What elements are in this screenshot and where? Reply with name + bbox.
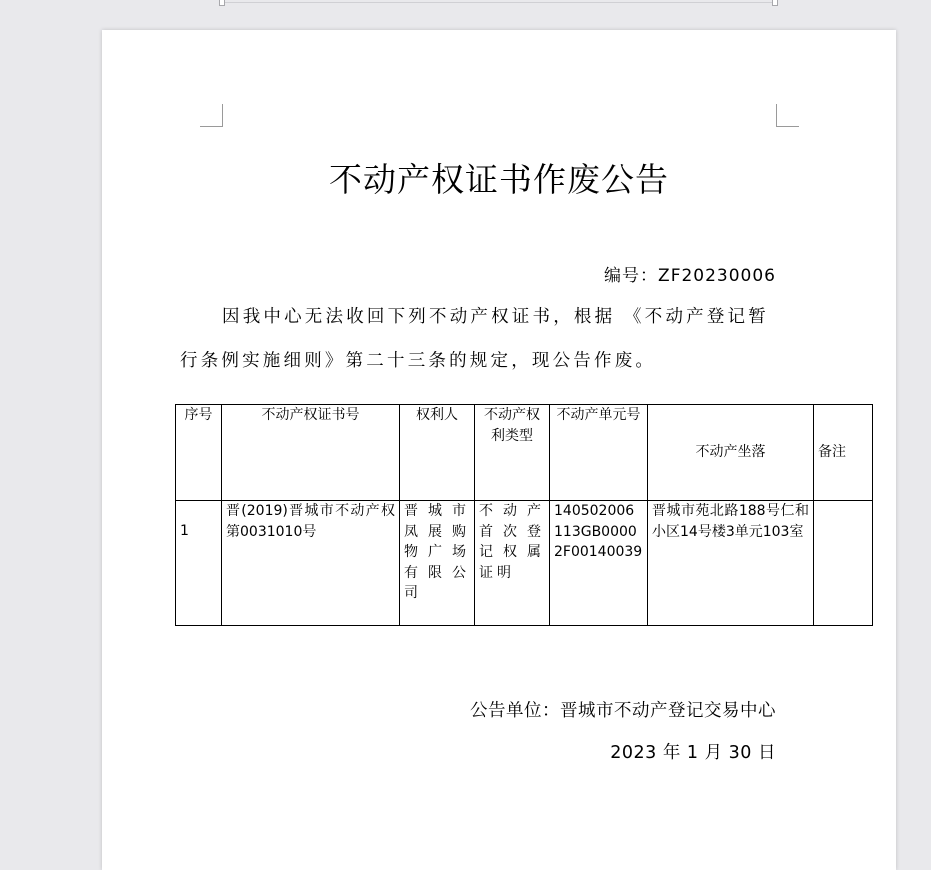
document-number [604,261,776,286]
ruler-strip [0,0,931,6]
row-cell-remark [814,501,873,626]
header-cell: 不动产权证书号 [222,405,400,501]
header-cell: 备注 [814,405,873,501]
table-header-row [176,405,873,501]
document-number-value: ZF20230006 [658,266,776,286]
right-indent-marker[interactable] [772,0,778,6]
table-row [176,501,873,626]
row-cell-certificate-no: 晋(2019)晋城市不动产权第0031010号 [222,501,400,626]
row-cell-index: 1 [176,501,222,626]
ruler-line [222,2,777,3]
document-title: 不动产权证书作废公告 [329,160,669,199]
row-cell-right-type: 不动产首次登记权属证明 [475,501,550,626]
date-line: 2023 年 1 月 30 日 [610,743,776,763]
header-cell: 不动产单元号 [550,405,648,501]
header-cell: 权利人 [400,405,475,501]
margin-corner-top-right [776,104,799,127]
header-cell: 序号 [176,405,222,501]
issuer-line: 公告单位：晋城市不动产登记交易中心 [470,701,776,721]
row-cell-owner: 晋城市凤展购物广场有限公司 [400,501,475,626]
row-cell-location: 晋城市苑北路188号仁和小区14号楼3单元103室 [648,501,814,626]
body-paragraph: 因我中心无法收回下列不动产权证书，根据 《不动产登记暂行条例实施细则》第二十三条的规定，现公告作废。 [180,307,769,371]
margin-corner-top-left [200,104,223,127]
row-cell-unit-no: 140502006113GB00002F00140039 [550,501,648,626]
certificate-table [175,404,873,626]
document-page[interactable] [102,30,896,870]
header-cell: 不动产权利类型 [475,405,550,501]
document-number-label: 编号： [604,266,659,286]
left-indent-marker[interactable] [219,0,225,6]
header-cell: 不动产坐落 [648,405,814,501]
